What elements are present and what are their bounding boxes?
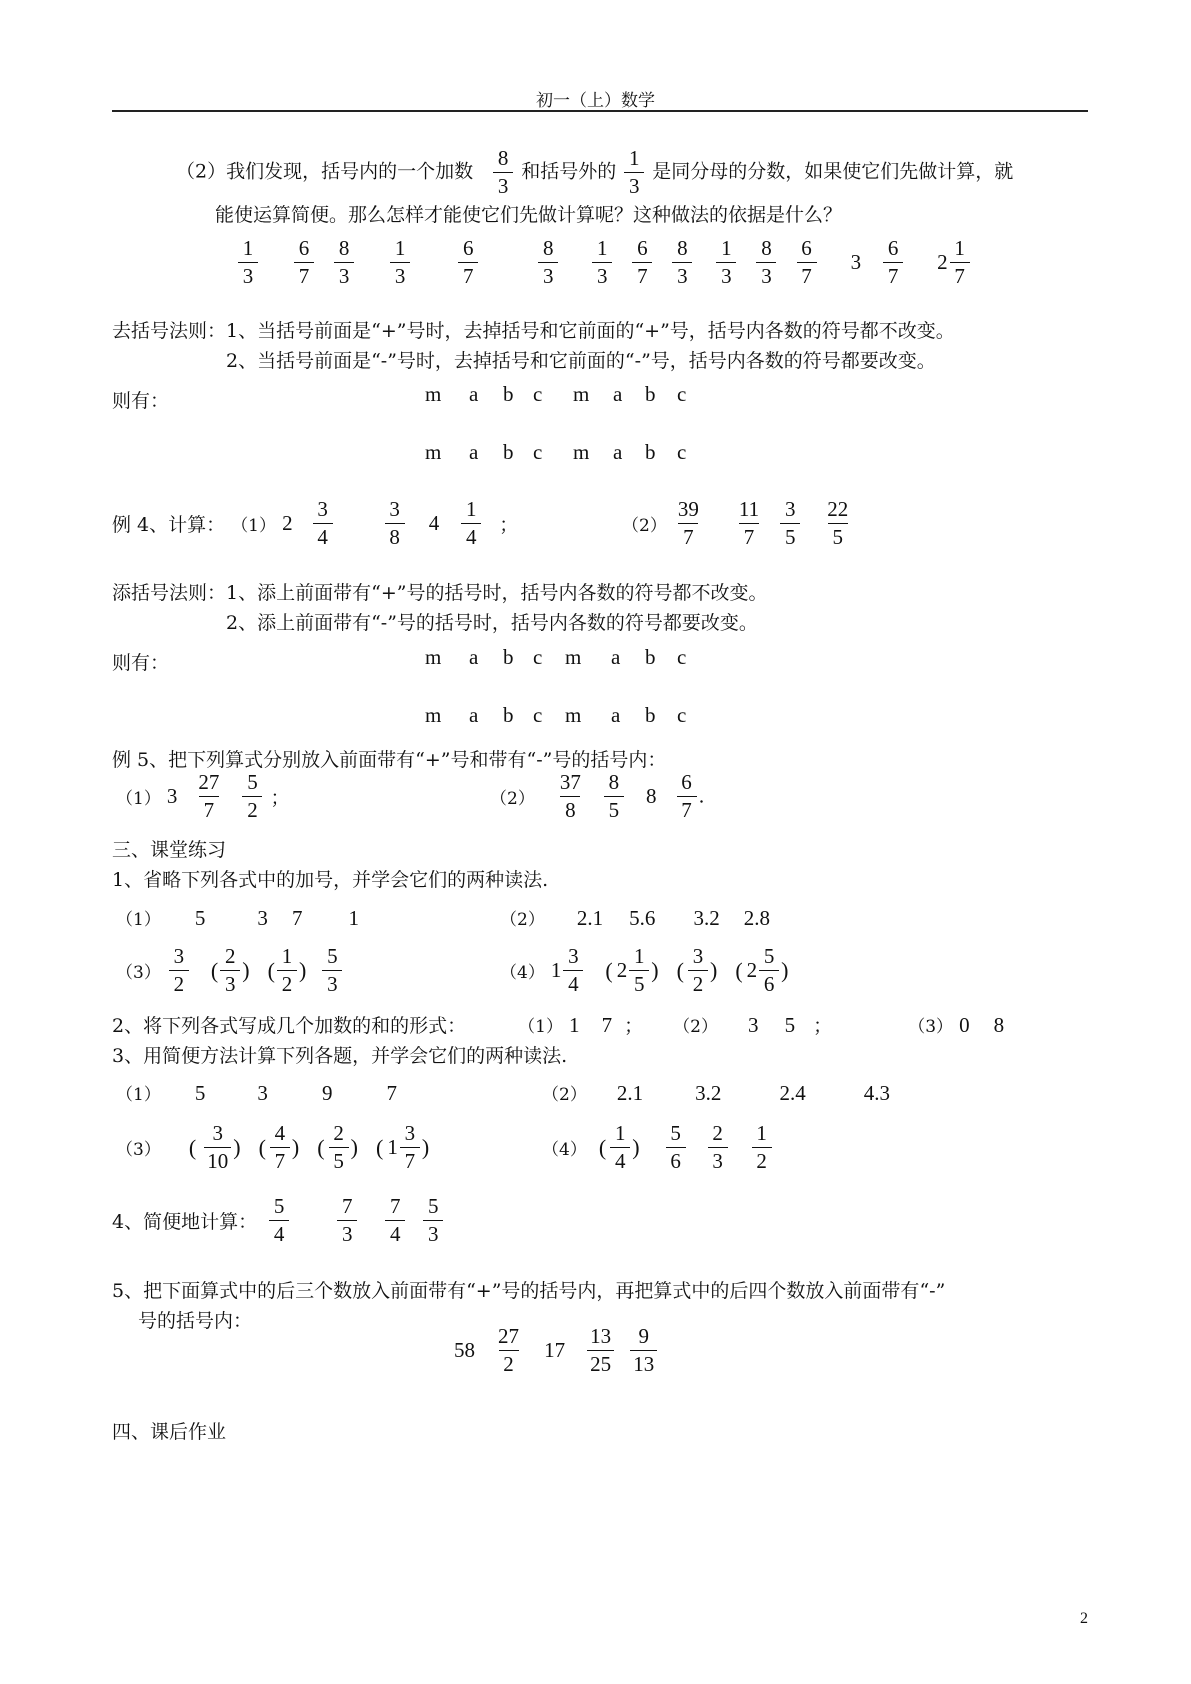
page-number: 2 bbox=[1080, 1610, 1088, 1627]
q1-part1 bbox=[116, 905, 359, 931]
fraction: $\frac{3}{4}$ bbox=[313, 499, 333, 548]
fraction: $\frac{1}{4}$ bbox=[610, 1123, 630, 1172]
fraction: $\frac{5}{6}$ bbox=[666, 1123, 686, 1172]
fraction: $\frac{27}{2}$ bbox=[498, 1324, 520, 1376]
section-title: 四、课后作业 bbox=[112, 1421, 227, 1443]
fraction: $\frac{3}{10}$ bbox=[204, 1123, 231, 1172]
punct: . bbox=[698, 785, 705, 808]
add-rule-2: 2、添上前面带有“-”号的括号时，括号内各数的符号都要改变。 bbox=[226, 612, 758, 634]
number: 1 bbox=[569, 1013, 580, 1037]
number: 0 bbox=[959, 1013, 970, 1037]
fraction: $\frac{3}{4}$ bbox=[563, 946, 583, 995]
fraction: $\frac{1}{3}$ bbox=[716, 238, 736, 287]
number: 2.1 bbox=[576, 906, 604, 930]
fraction: $\frac{5}{6}$ bbox=[759, 946, 779, 995]
number: 5 bbox=[194, 906, 206, 930]
number: 4 bbox=[428, 511, 440, 535]
mixed-number-int: 2 bbox=[746, 958, 758, 982]
q1-part2 bbox=[500, 905, 770, 931]
q3-part4 bbox=[542, 1123, 774, 1172]
paren: ( bbox=[375, 1134, 384, 1160]
fraction: $\frac{1}{2}$ bbox=[277, 946, 297, 995]
fraction: $\frac{6}{7}$ bbox=[883, 238, 903, 287]
number: 1 bbox=[348, 906, 360, 930]
fraction: $\frac{3}{7}$ bbox=[400, 1123, 420, 1172]
fraction: $\frac{13}{25}$ bbox=[587, 1326, 614, 1375]
q3-part1 bbox=[116, 1080, 397, 1106]
part-label: （1） bbox=[116, 910, 161, 930]
q3-part2 bbox=[542, 1080, 890, 1106]
paren: ( bbox=[676, 957, 684, 983]
part-label: （1） bbox=[518, 1017, 563, 1037]
fraction: $\frac{5}{2}$ bbox=[242, 772, 262, 821]
remove-rule-1: 1、当括号前面是“+”号时，去掉括号和它前面的“+”号，括号内各数的符号都不改变。 bbox=[226, 320, 955, 342]
number: 8 bbox=[993, 1013, 1005, 1037]
number: 3.2 bbox=[693, 906, 720, 930]
number: 17 bbox=[544, 1338, 566, 1362]
formula-line: m a b c m a b c bbox=[425, 645, 687, 669]
example4-row bbox=[112, 499, 518, 548]
part-label: （4） bbox=[542, 1140, 587, 1160]
number: 4.3 bbox=[863, 1081, 891, 1105]
fraction: $\frac{1}{3}$ bbox=[592, 238, 612, 287]
number: 3.2 bbox=[695, 1081, 722, 1105]
part2-line1 bbox=[176, 148, 1013, 197]
part-label: （2） bbox=[490, 789, 535, 809]
fraction: $\frac{3}{5}$ bbox=[780, 499, 800, 548]
part-label: （2） bbox=[500, 910, 545, 930]
paren: ( bbox=[605, 957, 613, 983]
number: 2.8 bbox=[743, 906, 771, 930]
fraction: $\frac{8}{5}$ bbox=[604, 772, 624, 821]
fraction: $\frac{7}{3}$ bbox=[337, 1196, 357, 1245]
part-label: （2） bbox=[673, 1017, 718, 1037]
question-4 bbox=[112, 1196, 445, 1245]
fraction: $\frac{8}{3}$ bbox=[672, 238, 692, 287]
fraction: $\frac{6}{7}$ bbox=[797, 238, 817, 287]
punct: ； bbox=[813, 1015, 833, 1037]
part-label: （4） bbox=[500, 963, 545, 983]
formula-line: m a b c m a b c bbox=[425, 382, 687, 406]
paren: ( bbox=[210, 957, 219, 983]
paren: ) bbox=[651, 957, 659, 983]
paren: ( bbox=[188, 1134, 197, 1160]
fraction: $\frac{1}{3}$ bbox=[238, 238, 258, 287]
part-label: （3） bbox=[116, 963, 161, 983]
part-label: （2） bbox=[622, 516, 667, 536]
number: 2.4 bbox=[779, 1081, 806, 1105]
then-label: 则有： bbox=[112, 390, 170, 412]
number: 7 bbox=[291, 906, 303, 930]
paren: ) bbox=[291, 1134, 300, 1160]
formula-line: m a b c m a b c bbox=[425, 703, 687, 727]
number: 2.1 bbox=[616, 1081, 644, 1105]
add-rule-title: 添括号法则： bbox=[112, 582, 227, 604]
part-label: （2） bbox=[542, 1085, 587, 1105]
number: 9 bbox=[321, 1081, 333, 1105]
fraction: $\frac{4}{7}$ bbox=[270, 1123, 290, 1172]
number: 3 bbox=[850, 250, 862, 274]
then-label: 则有： bbox=[112, 652, 170, 674]
fraction: $\frac{6}{7}$ bbox=[677, 772, 697, 821]
q1-part4 bbox=[500, 946, 788, 995]
part-label: （1） bbox=[116, 789, 161, 809]
fraction: $\frac{8}{3}$ bbox=[538, 238, 558, 287]
fraction: $\frac{3}{2}$ bbox=[688, 946, 708, 995]
number: 3 bbox=[748, 1013, 759, 1037]
fraction: $\frac{22}{5}$ bbox=[827, 497, 849, 549]
number: 2 bbox=[282, 511, 293, 535]
punct: ； bbox=[270, 787, 290, 809]
number: 7 bbox=[601, 1013, 613, 1037]
fraction: $\frac{2}{3}$ bbox=[220, 946, 240, 995]
remove-rule-line1 bbox=[112, 316, 955, 343]
fraction: $\frac{1}{7}$ bbox=[950, 238, 970, 287]
section-title: 三、课堂练习 bbox=[112, 839, 227, 861]
number: 3 bbox=[257, 1081, 268, 1105]
fraction: $\frac{11}{7}$ bbox=[738, 497, 760, 549]
fraction: $\frac{8}{3}$ bbox=[493, 148, 513, 197]
paren: ) bbox=[298, 957, 307, 983]
add-rule-line1 bbox=[112, 578, 767, 605]
number: 58 bbox=[454, 1338, 475, 1362]
question-5-line1: 5、把下面算式中的后三个数放入前面带有“+”号的括号内，再把算式中的后四个数放入前面带有“-” bbox=[112, 1280, 946, 1302]
fraction: $\frac{2}{3}$ bbox=[708, 1123, 728, 1172]
part-label: （1） bbox=[116, 1085, 161, 1105]
fraction: $\frac{6}{7}$ bbox=[294, 238, 314, 287]
question-3: 3、用简便方法计算下列各题，并学会它们的两种读法. bbox=[112, 1045, 568, 1067]
example5-part1 bbox=[116, 772, 290, 821]
example5-text: 例 5、把下列算式分别放入前面带有“+”号和带有“-”号的括号内： bbox=[112, 749, 667, 771]
number: 5 bbox=[194, 1081, 206, 1105]
paren: ( bbox=[258, 1134, 266, 1160]
fraction: $\frac{5}{3}$ bbox=[423, 1196, 443, 1245]
question-5-line2: 号的括号内： bbox=[138, 1310, 253, 1332]
paren: ) bbox=[350, 1134, 358, 1160]
example5-part2 bbox=[490, 772, 705, 821]
paren: ) bbox=[242, 957, 250, 983]
fraction: $\frac{6}{7}$ bbox=[458, 238, 478, 287]
q3-part3 bbox=[116, 1123, 429, 1172]
mixed-number-int: 1 bbox=[387, 1135, 398, 1159]
fraction: $\frac{7}{4}$ bbox=[385, 1196, 405, 1245]
paren: ) bbox=[781, 957, 789, 983]
part-label: （1） bbox=[231, 516, 277, 536]
paren: ) bbox=[632, 1134, 640, 1160]
number: 5 bbox=[784, 1013, 796, 1037]
number: 3 bbox=[166, 784, 178, 808]
fraction: $\frac{5}{4}$ bbox=[269, 1196, 289, 1245]
fraction: $\frac{8}{3}$ bbox=[334, 238, 354, 287]
fraction: $\frac{3}{2}$ bbox=[169, 946, 189, 995]
part2-mid: 和括号外的 bbox=[521, 160, 617, 183]
fraction: $\frac{9}{13}$ bbox=[630, 1326, 657, 1375]
question-2 bbox=[112, 1011, 1004, 1038]
question-4-text: 4、简便地计算： bbox=[112, 1211, 258, 1233]
fraction: $\frac{3}{8}$ bbox=[385, 499, 405, 548]
part2-line2: 能使运算简便。那么怎样才能使它们先做计算呢？这种做法的依据是什么？ bbox=[215, 204, 843, 226]
paren: ( bbox=[267, 957, 275, 983]
fraction: $\frac{8}{3}$ bbox=[756, 238, 776, 287]
paren: ) bbox=[709, 957, 718, 983]
number: 3 bbox=[257, 906, 268, 930]
example4-part2 bbox=[622, 499, 853, 548]
paren: ( bbox=[735, 957, 743, 983]
fraction: $\frac{6}{7}$ bbox=[632, 238, 652, 287]
fraction: $\frac{2}{5}$ bbox=[329, 1123, 349, 1172]
remove-rule-2: 2、当括号前面是“-”号时，去掉括号和它前面的“-”号，括号内各数的符号都要改变。 bbox=[226, 350, 936, 372]
remove-rule-title: 去括号法则： bbox=[112, 320, 227, 342]
formula-line: m a b c m a b c bbox=[425, 440, 687, 464]
question-1: 1、省略下列各式中的加号，并学会它们的两种读法. bbox=[112, 869, 549, 891]
fraction: $\frac{39}{7}$ bbox=[677, 497, 699, 549]
paren: ( bbox=[317, 1134, 325, 1160]
mixed-number-int: 2 bbox=[937, 250, 948, 274]
page-header-title: 初一（上）数学 bbox=[536, 91, 655, 111]
paren: ) bbox=[233, 1134, 241, 1160]
number: 5.6 bbox=[629, 906, 656, 930]
fraction: $\frac{1}{2}$ bbox=[752, 1123, 772, 1172]
fraction: $\frac{1}{3}$ bbox=[390, 238, 410, 287]
part2-suffix: 是同分母的分数，如果使它们先做计算，就 bbox=[652, 160, 1014, 183]
fraction: $\frac{1}{4}$ bbox=[461, 499, 481, 548]
mixed-number-int: 1 bbox=[550, 958, 562, 982]
mixed-number-int: 2 bbox=[616, 958, 628, 982]
paren: ) bbox=[421, 1134, 430, 1160]
paren: ( bbox=[598, 1134, 607, 1160]
question-2-text: 2、将下列各式写成几个加数的和的形式： bbox=[112, 1015, 467, 1037]
part-label: （3） bbox=[908, 1017, 954, 1037]
punct: ； bbox=[624, 1015, 644, 1037]
add-rule-1: 1、添上前面带有“+”号的括号时，括号内各数的符号都不改变。 bbox=[226, 582, 768, 604]
punct: ； bbox=[499, 514, 519, 536]
fraction: $\frac{5}{3}$ bbox=[322, 946, 342, 995]
computation-row bbox=[236, 238, 972, 287]
fraction: $\frac{37}{8}$ bbox=[559, 770, 581, 822]
example4-label: 例 4、计算： bbox=[112, 514, 226, 536]
header-rule bbox=[112, 110, 1088, 112]
q1-part3 bbox=[116, 946, 344, 995]
number: 8 bbox=[645, 784, 657, 808]
fraction: $\frac{1}{5}$ bbox=[629, 946, 649, 995]
fraction: $\frac{27}{7}$ bbox=[198, 770, 220, 822]
part-label: （3） bbox=[116, 1140, 161, 1160]
part2-prefix: （2）我们发现，括号内的一个加数 bbox=[176, 160, 474, 183]
fraction: $\frac{1}{3}$ bbox=[624, 148, 644, 197]
number: 7 bbox=[386, 1081, 398, 1105]
question-5-expression bbox=[454, 1326, 659, 1375]
